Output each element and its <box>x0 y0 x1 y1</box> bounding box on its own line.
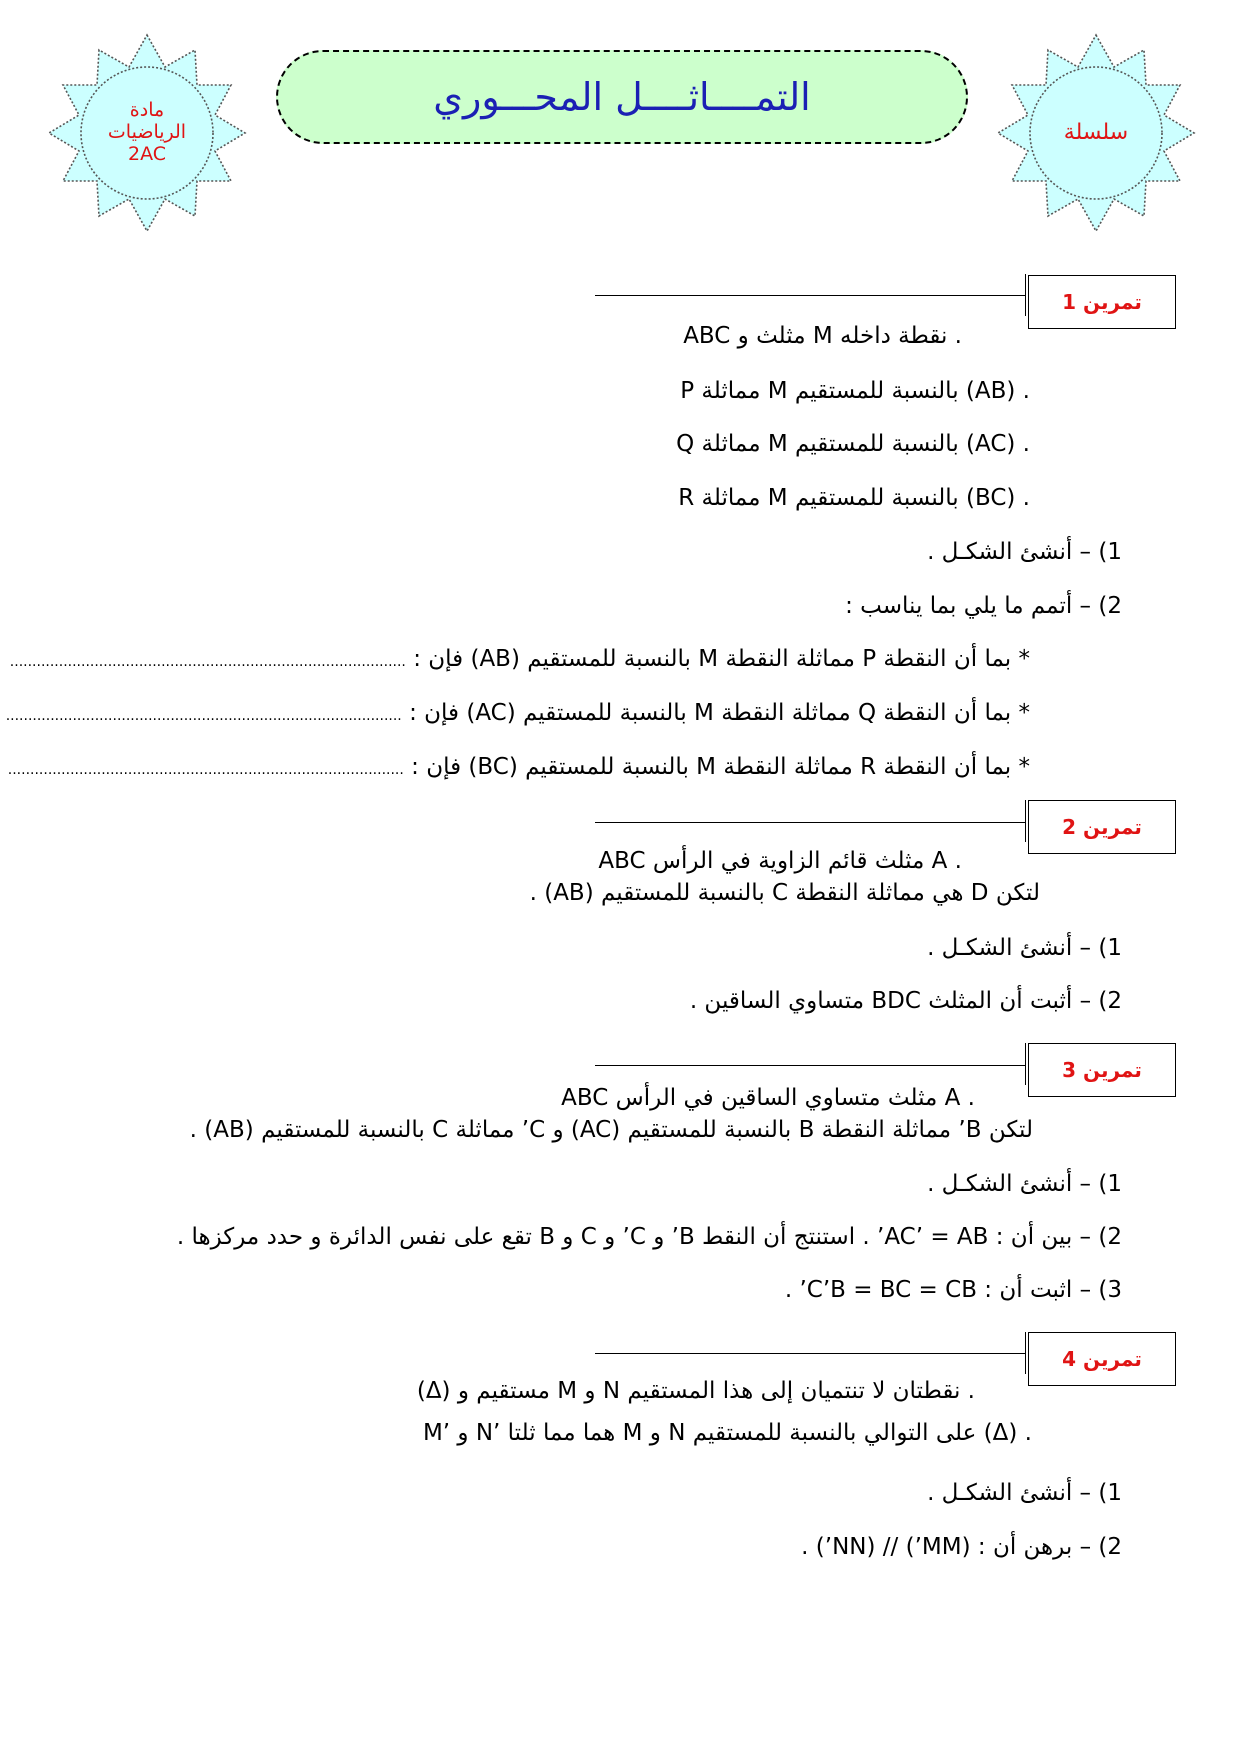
exercise-3-q2: 2) – بين أن : AC’ = AB’ . استنتج أن النقط B’ و C’ و C و B تقع على نفس الدائرة و حدد مركزها . <box>176 1224 1122 1250</box>
subject-label: مادة <box>129 99 165 122</box>
series-badge <box>996 33 1196 233</box>
subject-name: الرياضيات <box>107 121 187 144</box>
exercise-1-rule <box>595 295 1025 296</box>
subject-badge <box>47 33 247 233</box>
title-banner <box>276 50 968 144</box>
fill-blank: ......................................................................................... <box>5 708 402 724</box>
exercise-4-tick <box>1025 1332 1026 1374</box>
exercise-4-q1: 1) – أنشئ الشكـل . <box>927 1480 1122 1506</box>
exercise-4-line-2: M’ و N’ هما مما ثلتا M و N على التوالي بالنسبة للمستقيم (Δ) . <box>422 1420 1032 1446</box>
exercise-1-label: تمرين 1 <box>1028 275 1176 329</box>
exercise-2-label: تمرين 2 <box>1028 800 1176 854</box>
exercise-4-line-1: (Δ) مستقيم و M و N نقطتان لا تنتميان إلى هذا المستقيم . <box>416 1378 975 1404</box>
fill-blank: ......................................................................................... <box>7 762 404 778</box>
exercise-2-rule <box>595 822 1025 823</box>
exercise-3-tick <box>1025 1043 1026 1085</box>
exercise-3-q3: 3) – اثبت أن : C’B = BC = CB’ . <box>784 1277 1122 1303</box>
exercise-1-fill-3: * بما أن النقطة R مماثلة النقطة M بالنسبة للمستقيم (BC) فإن : ......................................................................................... <box>7 754 1030 780</box>
exercise-1-line-2: P مماثلة M بالنسبة للمستقيم (AB) . <box>680 378 1030 404</box>
exercise-1-line-4: R مماثلة M بالنسبة للمستقيم (BC) . <box>678 485 1030 511</box>
page-title: التمــــاثــــل المحـــوري <box>433 75 811 119</box>
exercise-2-line-2: لتكن D هي مماثلة النقطة C بالنسبة للمستقيم (AB) . <box>529 880 1040 906</box>
exercise-2-line-1: ABC مثلث قائم الزاوية في الرأس A . <box>598 848 962 874</box>
exercise-1-q1: 1) – أنشئ الشكـل . <box>927 539 1122 565</box>
exercise-3-rule <box>595 1065 1025 1066</box>
exercise-1-fill-2: * بما أن النقطة Q مماثلة النقطة M بالنسبة للمستقيم (AC) فإن : ......................................................................................... <box>5 700 1030 726</box>
exercise-2-q1: 1) – أنشئ الشكـل . <box>927 935 1122 961</box>
exercise-1-q2: 2) – أتمم ما يلي بما يناسب : <box>845 593 1122 619</box>
exercise-1-line-1: ABC مثلث و M نقطة داخله . <box>683 323 962 349</box>
exercise-2-tick <box>1025 800 1026 842</box>
class-level: 2AC <box>127 142 167 165</box>
exercise-1-fill-1: * بما أن النقطة P مماثلة النقطة M بالنسبة للمستقيم (AB) فإن : ......................................................................................... <box>9 646 1030 672</box>
fill-blank: ......................................................................................... <box>9 654 406 670</box>
exercise-1-line-3: Q مماثلة M بالنسبة للمستقيم (AC) . <box>676 431 1030 457</box>
exercise-3-line-1: ABC مثلث متساوي الساقين في الرأس A . <box>561 1085 975 1111</box>
exercise-4-rule <box>595 1353 1025 1354</box>
series-label: سلسلة <box>1063 120 1129 146</box>
exercise-2-q2: 2) – أثبت أن المثلث BDC متساوي الساقين . <box>689 988 1122 1014</box>
exercise-4-label: تمرين 4 <box>1028 1332 1176 1386</box>
exercise-4-q2: 2) – برهن أن : (MM’) // (NN’) . <box>801 1534 1122 1560</box>
exercise-3-line-2: لتكن B’ مماثلة النقطة B بالنسبة للمستقيم (AC) و C’ مماثلة C بالنسبة للمستقيم (AB) . <box>189 1117 1033 1143</box>
exercise-1-tick <box>1025 274 1026 316</box>
exercise-3-label: تمرين 3 <box>1028 1043 1176 1097</box>
exercise-3-q1: 1) – أنشئ الشكـل . <box>927 1171 1122 1197</box>
